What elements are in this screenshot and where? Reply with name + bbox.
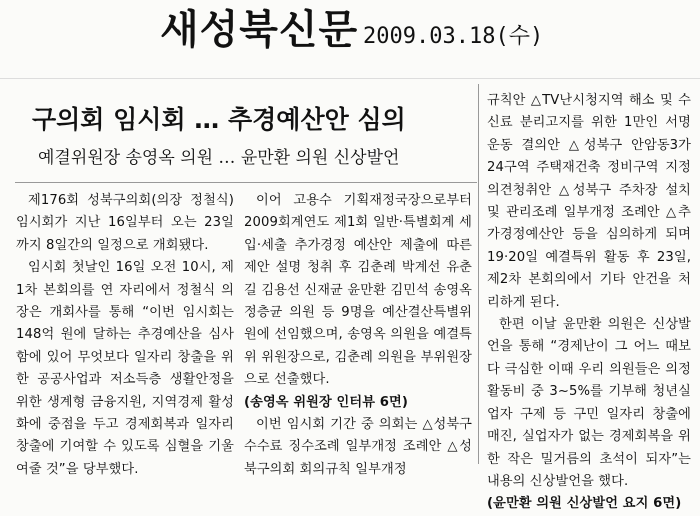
column-divider [478,84,479,464]
clipping-divider [0,78,700,79]
paragraph: 규칙안 △TV난시청지역 해소 및 수신료 분리고지를 위한 1만인 서명운동 결의안 △성북구 안암동3가 24구역 주택재건축 정비구역 지정 의견청취안 △성북구 주차장 설치 및 관리조례 일부개정 조례안 △추가경정예산안 등을 심의하게 되며 19·20일 예결특위 활동 후 23일, 제2차 본회의에서 기타 안건을 처리하게 된다. [487,93,691,310]
page-reference: (윤만환 의원 신상발언 요지 6면) [487,496,682,512]
headline-divider [15,182,477,183]
article-subheadline: 예결위원장 송영옥 의원 … 윤만환 의원 신상발언 [38,148,400,168]
newspaper-masthead: 새성북신문 [160,7,359,53]
page-reference: (송영옥 위원장 인터뷰 6면) [244,394,408,410]
paragraph: 이어 고용수 기획재정국장으로부터 2009회계연도 제1회 일반·특별회계 세입·세출 추가경정 예산안 제출에 따른 제안 설명 청취 후 김춘례 박계선 유춘길 김용선 신재균 윤만환 김민석 송영옥 정층균 의원 등 9명을 예산결산특별위원에 선임했으며, 송영옥 의원을 예결특위 위원장으로, 김춘례 의원을 부위원장으로 선출했다. [244,193,472,388]
article-column-2 [244,190,472,481]
paragraph: 한편 이날 윤만환 의원은 신상발언을 통해 “경제난이 그 어느 때보다 극심한 이때 우리 의원들은 의정활동비 중 3~5%를 기부해 청년실업자 구제 등 구민 일자리 창출에 매진, 실업자가 없는 경제회복을 위한 작은 밀거름의 초석이 되자”는 내용의 신상발언을 했다. [487,317,691,489]
paragraph: 이번 임시회 기간 중 의회는 △성북구 수수료 징수조례 일부개정 조례안 △성북구의회 회의규칙 일부개정 [244,417,472,477]
publication-date: 2009.03.18(수) [363,24,544,49]
paragraph: 제176회 성북구의회(의장 정철식) 임시회가 지난 16일부터 오는 23일까지 8일간의 일정으로 개회됐다. [16,193,234,253]
article-column-3 [487,90,691,516]
article-column-1 [16,190,234,481]
paragraph: 임시회 첫날인 16일 오전 10시, 제1차 본회의를 연 자리에서 정철식 의장은 개회사를 통해 “이번 임시회는 148억 원에 달하는 추경예산을 심사함에 있어 무엇보다 일자리 창출을 위한 공공사업과 저소득층 생활안정을 위한 생계형 금융지원, 지역경제 활성화에 중점을 두고 경제회복과 일자리 창출에 기여할 수 있도록 심혈을 기울여줄 것”을 당부했다. [16,260,234,477]
article-headline: 구의회 임시회 … 추경예산안 심의 [32,105,406,134]
